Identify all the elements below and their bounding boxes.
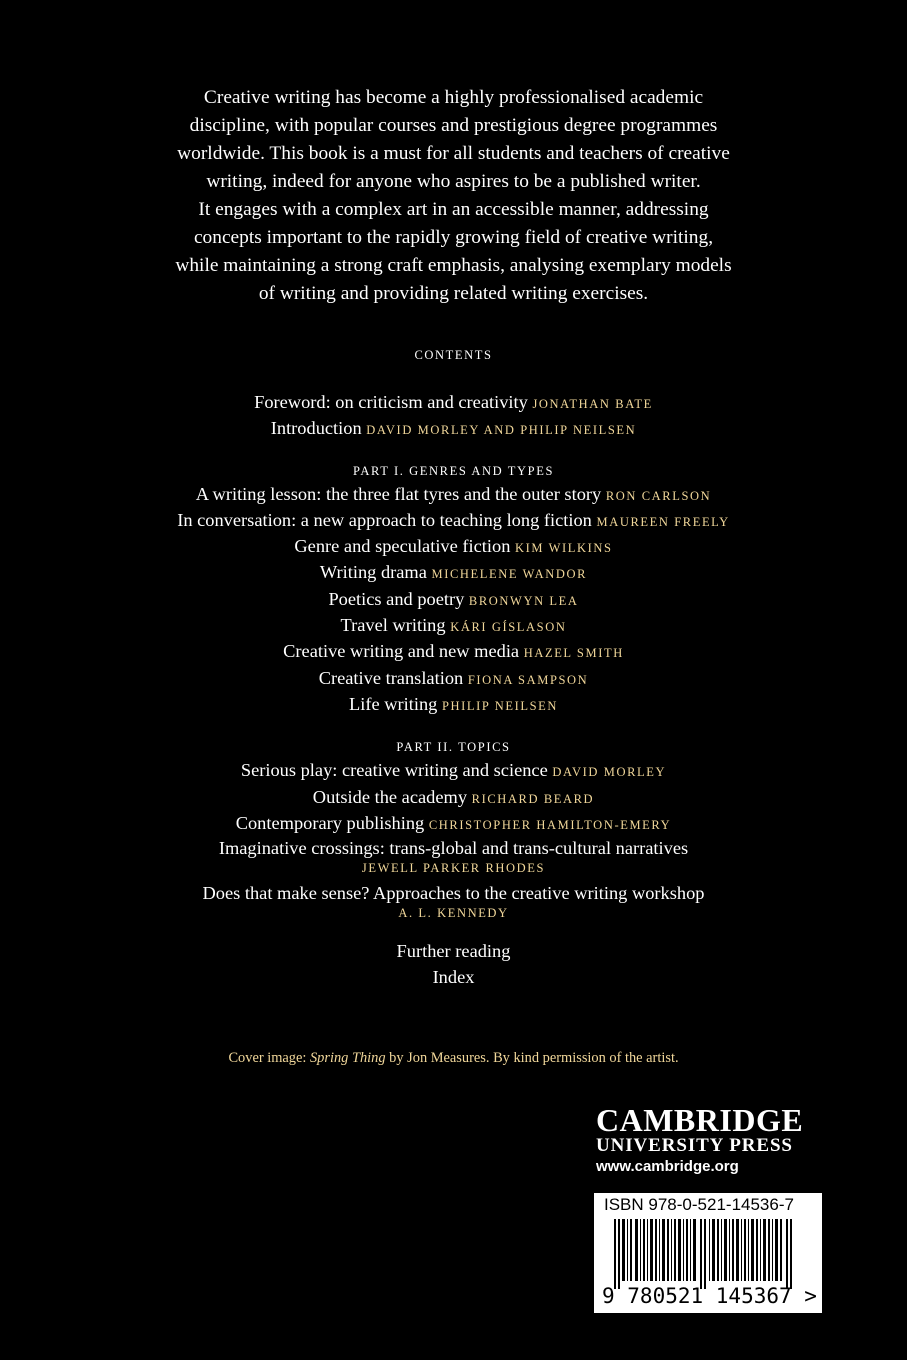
toc-author: RON CARLSON	[605, 488, 712, 503]
publisher-subtitle: UNIVERSITY PRESS	[596, 1135, 793, 1156]
toc-entry	[60, 879, 847, 903]
toc-title: A writing lesson: the three flat tyres and the outer story	[195, 483, 602, 504]
toc-author: HAZEL SMITH	[523, 646, 624, 661]
toc-title: Creative translation	[318, 667, 464, 688]
blurb-line: Creative writing has become a highly professionalised academic	[203, 87, 704, 108]
toc-entry	[60, 638, 847, 664]
book-blurb	[120, 84, 787, 308]
toc-title: Life writing	[349, 693, 438, 714]
toc-entry	[60, 691, 847, 717]
toc-author: KÁRI GÍSLASON	[450, 620, 567, 635]
toc-title: Imaginative crossings: trans-global and trans-cultural narratives	[218, 838, 689, 859]
toc-author: BRONWYN LEA	[468, 593, 579, 608]
toc-entry	[60, 612, 847, 638]
toc-entry	[60, 415, 847, 441]
part-heading: PART II. TOPICS	[396, 740, 511, 755]
blurb-line: concepts important to the rapidly growing field of creative writing,	[193, 227, 714, 248]
blurb-line: It engages with a complex art in an accessible manner, addressing	[198, 199, 709, 220]
toc-entry	[60, 810, 847, 836]
toc-back-matter: Index	[432, 967, 475, 988]
toc-title: Genre and speculative fiction	[294, 536, 511, 557]
toc-entry	[60, 665, 847, 691]
toc-author: RICHARD BEARD	[471, 791, 595, 806]
toc-author: FIONA SAMPSON	[467, 672, 589, 687]
blurb-line: worldwide. This book is a must for all students and teachers of creative	[177, 143, 730, 164]
toc-entry	[60, 507, 847, 533]
toc-entry	[60, 586, 847, 612]
toc-author: KIM WILKINS	[515, 541, 613, 556]
blurb-line: of writing and providing related writing exercises.	[258, 283, 649, 304]
toc-author: MAUREEN FREELY	[596, 514, 730, 529]
toc-title: Creative writing and new media	[283, 641, 520, 662]
barcode-digits: 9 780521 145367 >	[602, 1284, 817, 1308]
toc-entry	[60, 757, 847, 783]
toc-author: JONATHAN BATE	[532, 397, 653, 411]
part-heading: PART I. GENRES AND TYPES	[353, 463, 554, 478]
publisher-logo	[596, 1104, 836, 1178]
credit-suffix: by Jon Measures. By kind permission of the artist.	[385, 1050, 679, 1066]
toc-entry	[60, 784, 847, 810]
toc-entry	[60, 533, 847, 559]
blurb-line: discipline, with popular courses and prestigious degree programmes	[189, 115, 718, 136]
publisher-name: CAMBRIDGE	[596, 1102, 804, 1138]
table-of-contents	[60, 345, 847, 991]
blurb-line: writing, indeed for anyone who aspires to be a published writer.	[206, 171, 701, 192]
toc-title: Contemporary publishing	[235, 812, 425, 833]
toc-author: A. L. KENNEDY	[398, 906, 509, 921]
toc-title: Outside the academy	[312, 786, 468, 807]
toc-author: MICHELENE WANDOR	[431, 567, 588, 582]
barcode-bars-icon	[614, 1219, 804, 1289]
isbn-label: ISBN 978-0-521-14536-7	[604, 1195, 794, 1214]
toc-entry	[60, 836, 847, 858]
credit-prefix: Cover image:	[228, 1050, 310, 1066]
toc-author: PHILIP NEILSEN	[441, 698, 558, 713]
isbn-barcode	[594, 1193, 822, 1313]
toc-author: JEWELL PARKER RHODES	[361, 861, 546, 876]
toc-title: Foreword: on criticism and creativity	[254, 392, 528, 412]
toc-title: Serious play: creative writing and science	[240, 760, 548, 781]
toc-title: Does that make sense? Approaches to the creative writing workshop	[202, 883, 705, 904]
toc-author: CHRISTOPHER HAMILTON-EMERY	[428, 817, 672, 832]
cover-image-credit	[0, 1050, 907, 1067]
toc-author: DAVID MORLEY AND PHILIP NEILSEN	[366, 423, 637, 438]
toc-title: Writing drama	[319, 562, 427, 583]
toc-title: Introduction	[270, 418, 362, 439]
toc-entry	[60, 559, 847, 585]
toc-author: DAVID MORLEY	[552, 765, 667, 780]
toc-title: Poetics and poetry	[328, 588, 465, 609]
toc-entry	[60, 389, 847, 415]
toc-title: Travel writing	[340, 615, 446, 636]
toc-entry	[60, 481, 847, 507]
toc-back-matter: Further reading	[396, 941, 511, 962]
toc-title: In conversation: a new approach to teaching long fiction	[177, 509, 592, 530]
blurb-line: while maintaining a strong craft emphasis, analysing exemplary models	[175, 255, 732, 276]
contents-heading: CONTENTS	[414, 348, 493, 362]
credit-work-title: Spring Thing	[309, 1050, 386, 1066]
publisher-url: www.cambridge.org	[596, 1158, 739, 1175]
